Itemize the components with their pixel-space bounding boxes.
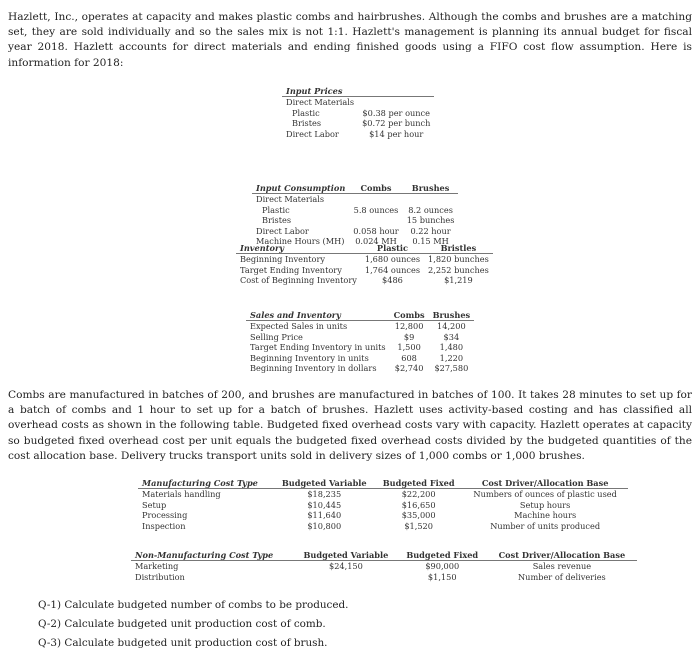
column-header: Brushes	[429, 310, 475, 321]
table-cell: Direct Materials	[286, 97, 355, 108]
table-header-row	[236, 243, 493, 254]
table-cell: $18,235	[307, 489, 342, 500]
table-cell: Direct Labor	[256, 225, 309, 236]
column-header: Cost Driver/Allocation Base	[487, 550, 637, 561]
table-header-row	[282, 86, 434, 97]
manufacturing-cost-table	[138, 478, 628, 531]
sales-inventory-table	[246, 310, 474, 373]
table-row	[246, 363, 474, 373]
column-header: Input Consumption	[252, 183, 349, 194]
table-cell: 1,220	[439, 352, 464, 363]
table-cell: Machine hours	[514, 510, 577, 521]
table-cell: Distribution	[135, 571, 185, 582]
table-cell: $1,219	[444, 275, 473, 286]
table-header-row	[138, 478, 628, 489]
table-row	[252, 205, 458, 215]
column-header: Budgeted Variable	[294, 550, 398, 561]
table-cell	[403, 194, 459, 205]
table-cell: Direct Labor	[286, 128, 339, 139]
column-header: Budgeted Fixed	[398, 550, 487, 561]
intro-paragraph: Hazlett, Inc., operates at capacity and makes plastic combs and hairbrushes. Although the combs and brushes are a matching set, they are sold individually and so the sales mix is not 1:1. Hazlett's management is planning its annual budget for fiscal year 2018. Hazlett accounts for direct materials and ending finished goods using a FIFO cost flow assumption. Here is information for 2018:	[8, 11, 692, 69]
table-cell: Beginning Inventory in dollars	[250, 363, 377, 374]
table-cell: $1,150	[427, 571, 457, 582]
table-cell: 8.2 ounces	[408, 204, 453, 215]
table-cell: 608	[401, 352, 417, 363]
table-cell: 1,820 bunches	[428, 254, 489, 265]
table-cell: $1,520	[404, 520, 433, 531]
table-cell: Marketing	[135, 561, 179, 572]
table-cell: 1,480	[439, 342, 464, 353]
table-cell: Beginning Inventory	[240, 254, 326, 265]
table-cell: Machine Hours (MH)	[256, 236, 345, 247]
table-cell: $24,150	[328, 561, 363, 572]
table-cell: Materials handling	[142, 489, 221, 500]
table-cell: 1,500	[397, 342, 421, 353]
table-row	[252, 194, 458, 205]
table-cell: Inspection	[142, 520, 186, 531]
question-1: Q-1) Calculate budgeted number of combs to be produced.	[38, 599, 349, 611]
table-cell: $0.38 per ounce	[362, 107, 430, 118]
table-header-row	[131, 550, 637, 561]
table-cell: Target Ending Inventory	[240, 264, 342, 275]
table-cell: $10,800	[307, 520, 342, 531]
table-row	[236, 265, 493, 275]
table-row	[282, 129, 434, 139]
table-cell: 1,764 ounces	[364, 264, 421, 275]
column-header: Budgeted Fixed	[375, 478, 462, 489]
input-prices-table	[282, 86, 434, 139]
table-header-row	[252, 183, 458, 194]
table-row	[282, 118, 434, 128]
table-cell: $14 per hour	[369, 128, 424, 139]
table-row	[138, 489, 628, 500]
question-3: Q-3) Calculate budgeted unit production cost of brush.	[38, 637, 328, 649]
column-header	[358, 86, 434, 97]
table-cell: 12,800	[394, 321, 424, 332]
table-cell: Beginning Inventory in units	[250, 352, 369, 363]
table-cell	[294, 572, 398, 582]
table-row	[252, 226, 458, 236]
column-header: Non-Manufacturing Cost Type	[131, 550, 294, 561]
table-cell: 0.15 MH	[412, 236, 449, 247]
table-cell: 5.8 ounces	[353, 204, 399, 215]
table-row	[131, 561, 637, 572]
table-cell: 2,252 bunches	[428, 264, 489, 275]
column-header: Bristles	[424, 243, 493, 254]
table-cell: $16,650	[401, 499, 436, 510]
table-cell: $0.72 per bunch	[362, 118, 431, 129]
table-cell: 1,680 ounces	[364, 254, 421, 265]
table-cell: Direct Materials	[256, 194, 325, 205]
table-cell: Selling Price	[250, 331, 303, 342]
table-row	[131, 572, 637, 582]
table-row	[236, 275, 493, 285]
table-cell: $27,580	[434, 363, 469, 374]
table-row	[282, 97, 434, 108]
column-header: Budgeted Variable	[274, 478, 375, 489]
table-cell: Number of units produced	[490, 520, 601, 531]
table-row	[236, 254, 493, 265]
middle-paragraph: Combs are manufactured in batches of 200, and brushes are manufactured in batches of 100. It takes 28 minutes to set up for a batch of combs and 1 hour to set up for a batch of brushes. Hazlett uses activity-based costing and has classified all overhead costs as shown in the following table. Budgeted fixed overhead costs vary with capacity. Hazlett operates at capacity so budgeted fixed overhead cost per unit equals the budgeted fixed overhead costs divided by the budgeted quantities of the cost allocation base. Delivery trucks transport units sold in delivery sizes of 1,000 combs or 1,000 brushes.	[8, 389, 692, 462]
table-cell: Bristes	[292, 118, 322, 129]
table-cell: 15 bunches	[406, 215, 455, 226]
table-row	[246, 342, 474, 352]
table-cell: Plastic	[292, 107, 320, 118]
table-cell	[358, 97, 434, 108]
table-cell: $486	[382, 275, 403, 286]
table-row	[246, 353, 474, 363]
non-manufacturing-cost-table	[131, 550, 637, 582]
table-cell	[349, 215, 402, 225]
table-row	[138, 521, 628, 531]
table-row	[138, 510, 628, 520]
table-cell: 0.058 hour	[353, 225, 399, 236]
table-cell: Expected Sales in units	[250, 321, 348, 332]
table-cell: $2,740	[394, 363, 424, 374]
table-cell: $90,000	[425, 561, 460, 572]
table-cell: Target Ending Inventory in units	[250, 342, 386, 353]
table-cell: Bristes	[262, 215, 292, 226]
table-cell: $34	[443, 331, 460, 342]
column-header: Cost Driver/Allocation Base	[462, 478, 628, 489]
table-cell: Setup hours	[519, 499, 571, 510]
table-cell: $9	[403, 331, 415, 342]
column-header: Sales and Inventory	[246, 310, 390, 321]
table-cell	[349, 194, 402, 205]
table-cell: Cost of Beginning Inventory	[240, 275, 357, 286]
table-cell: $22,200	[401, 489, 436, 500]
table-cell: Number of deliveries	[518, 571, 606, 582]
column-header: Combs	[390, 310, 429, 321]
table-cell: 14,200	[437, 321, 466, 332]
input-consumption-table	[252, 183, 458, 246]
table-row	[252, 215, 458, 225]
table-header-row	[246, 310, 474, 321]
table-row	[246, 332, 474, 342]
table-row	[282, 108, 434, 118]
column-header: Brushes	[403, 183, 459, 194]
table-row	[138, 500, 628, 510]
column-header: Input Prices	[282, 86, 358, 97]
table-cell: $11,640	[307, 510, 342, 521]
table-cell: Numbers of ounces of plastic used	[473, 489, 617, 500]
table-cell: Processing	[142, 510, 188, 521]
table-cell: $10,445	[307, 499, 342, 510]
column-header: Combs	[349, 183, 402, 194]
table-cell: 0.22 hour	[410, 225, 451, 236]
column-header: Inventory	[236, 243, 361, 254]
question-2: Q-2) Calculate budgeted unit production cost of comb.	[38, 618, 326, 630]
table-cell: Plastic	[262, 204, 290, 215]
table-row	[246, 321, 474, 332]
table-cell: Setup	[142, 499, 167, 510]
column-header: Manufacturing Cost Type	[138, 478, 274, 489]
table-cell: Sales revenue	[532, 561, 592, 572]
column-header: Plastic	[361, 243, 424, 254]
table-cell: $35,000	[401, 510, 436, 521]
inventory-table	[236, 243, 493, 286]
table-cell: 0.024 MH	[355, 236, 397, 247]
